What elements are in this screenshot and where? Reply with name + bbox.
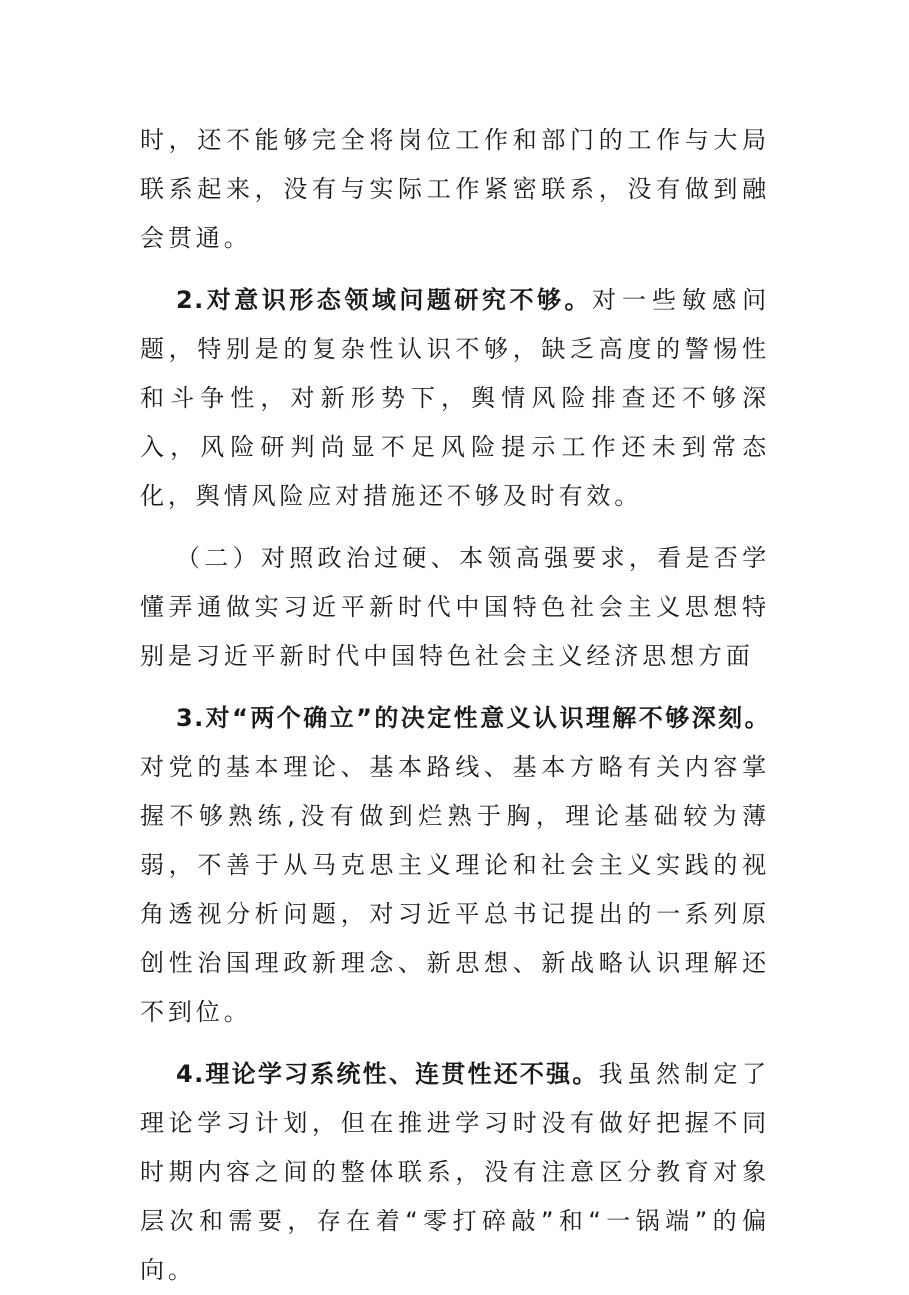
paragraph-text: 我虽然制定了理论学习计划，但在推进学习时没有做好把握不同时期内容之间的整体联系，没有注意区分教育对象层次和需要，存在着“零打碎敲”和“一锅端”的偏向。 — [140, 1060, 770, 1284]
paragraph-item-2 — [140, 276, 770, 521]
document-body — [140, 116, 770, 1295]
paragraph-heading: 4.理论学习系统性、连贯性还不强。 — [176, 1060, 599, 1088]
paragraph-text: 对一些敏感问题，特别是的复杂性认识不够，缺乏高度的警惕性和斗争性，对新形势下，舆情风险排查还不够深入，风险研判尚显不足风险提示工作还未到常态化，舆情风险应对措施还不够及时有效。 — [140, 286, 770, 510]
paragraph-heading: 3.对“两个确立”的决定性意义认识理解不够深刻。 — [176, 704, 770, 732]
paragraph-heading: 2.对意识形态领域问题研究不够。 — [176, 286, 592, 314]
paragraph-item-3 — [140, 694, 770, 1037]
section-heading-text: （二）对照政治过硬、本领高强要求，看是否学懂弄通做实习近平新时代中国特色社会主义思想特别是习近平新时代中国特色社会主义经济思想方面 — [140, 544, 770, 670]
paragraph-text: 对党的基本理论、基本路线、基本方略有关内容掌握不够熟练,没有做到烂熟于胸，理论基础较为薄弱，不善于从马克思主义理论和社会主义实践的视角透视分析问题，对习近平总书记提出的一系列原创性治国理政新理念、新思想、新战略认识理解还不到位。 — [140, 753, 770, 1026]
paragraph-text: 时，还不能够完全将岗位工作和部门的工作与大局联系起来，没有与实际工作紧密联系，没有做到融会贯通。 — [140, 126, 770, 252]
section-heading-2 — [140, 534, 770, 681]
paragraph-item-4 — [140, 1050, 770, 1295]
paragraph-continuation — [140, 116, 770, 263]
